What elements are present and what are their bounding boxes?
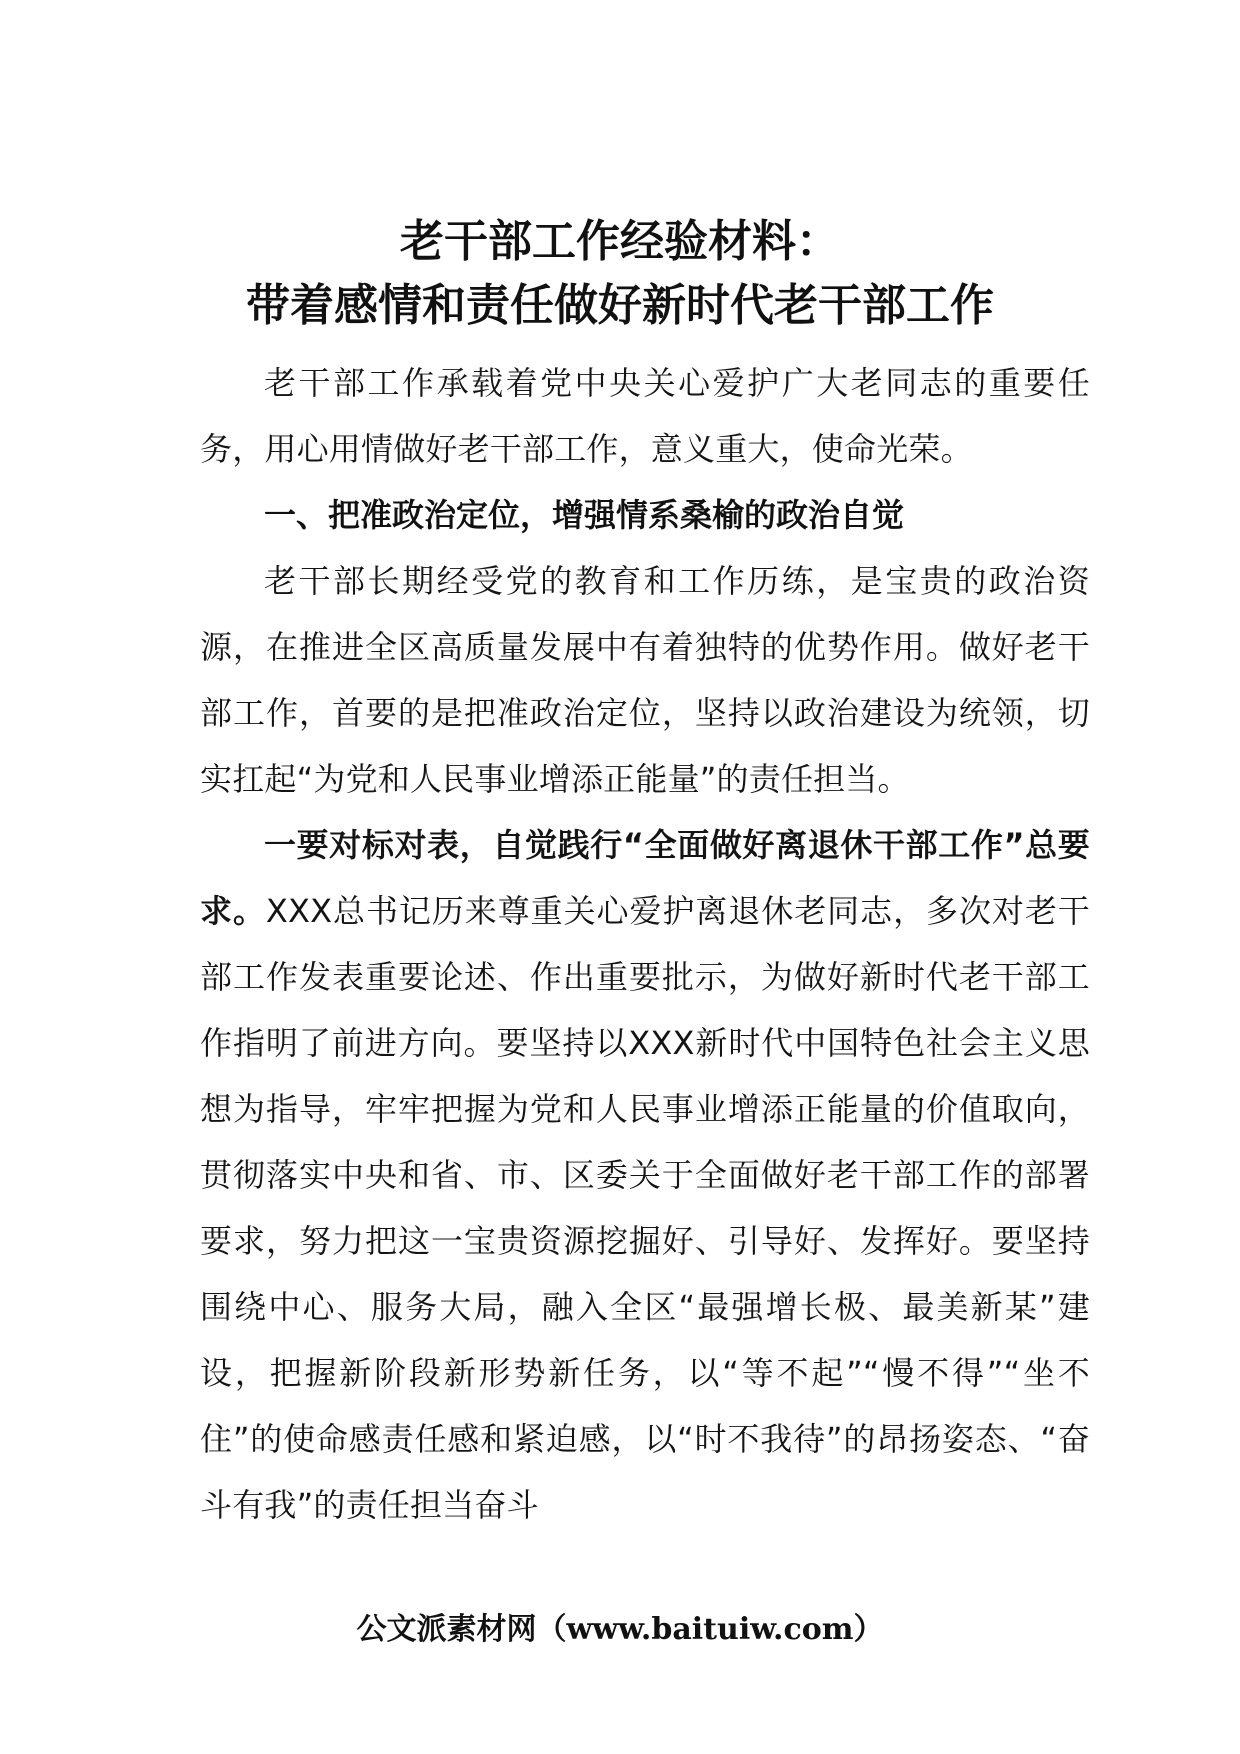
title-line-2: 带着感情和责任做好新时代老干部工作	[246, 280, 994, 331]
title-line-1: 老干部工作经验材料：	[400, 216, 840, 267]
intro-paragraph: 老干部工作承载着党中央关心爱护广大老同志的重要任务，用心用情做好老干部工作，意义重大，使命光荣。	[200, 364, 1090, 468]
paragraph-body-text: XXX总书记历来尊重关心爱护离退休老同志，多次对老干部工作发表重要论述、作出重要批示，为做好新时代老干部工作指明了前进方向。要坚持以XXX新时代中国特色社会主义思想为指导，牢牢把握为党和人民事业增添正能量的价值取向，贯彻落实中央和省、市、区委关于全面做好老干部工作的部署要求，努力把这一宝贵资源挖掘好、引导好、发挥好。要坚持围绕中心、服务大局，融入全区“最强增长极、最美新某”建设，把握新阶段新形势新任务，以“等不起”“慢不得”“坐不住”的使命感责任感和紧迫感，以“时不我待”的昂扬姿态、“奋斗有我”的责任担当奋斗	[200, 892, 1090, 1524]
title-block	[0, 210, 1240, 338]
document-body	[200, 350, 1090, 1538]
section-1-heading: 一、把准政治定位，增强情系桑榆的政治自觉	[264, 496, 905, 534]
section-1-paragraph-1: 老干部长期经受党的教育和工作历练，是宝贵的政治资源，在推进全区高质量发展中有着独特的优势作用。做好老干部工作，首要的是把准政治定位，坚持以政治建设为统领，切实扛起“为党和人民事业增添正能量”的责任担当。	[200, 562, 1090, 798]
paragraph-lead-bold: 一要对标对表，自觉践行“全面做好离退休干部工作”总要求。	[200, 826, 1090, 930]
section-1-paragraph-2	[200, 812, 1090, 1538]
footer-watermark: 公文派素材网（www.baituiw.com）	[356, 1612, 884, 1647]
